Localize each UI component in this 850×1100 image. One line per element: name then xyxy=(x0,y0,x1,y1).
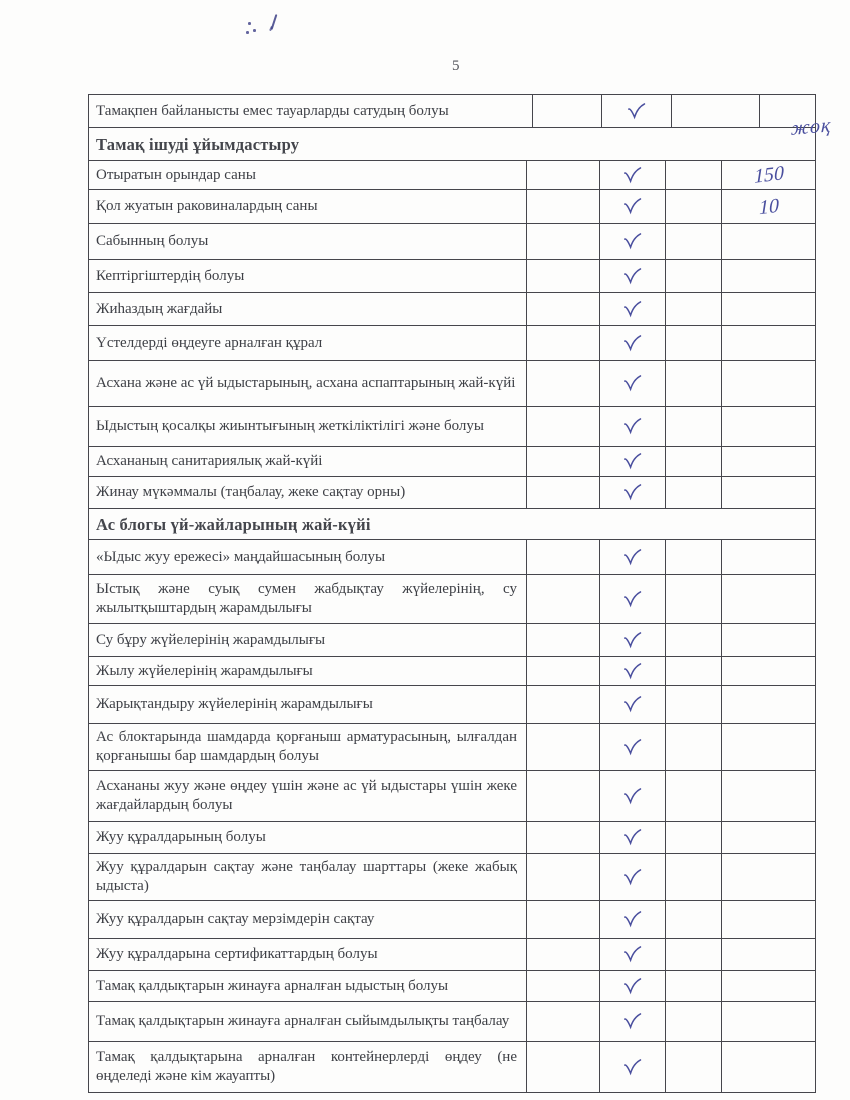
column-2-cell xyxy=(526,161,599,189)
checkmark-icon xyxy=(621,738,644,756)
criterion-label: Тамақ қалдықтарын жинауға арналған сыйымдылықты таңбалау xyxy=(96,1013,510,1030)
column-4-cell xyxy=(665,901,721,938)
criterion-label-cell xyxy=(89,724,526,770)
criterion-label-cell xyxy=(89,575,526,623)
table-row xyxy=(89,326,815,361)
criterion-label-cell xyxy=(89,477,526,508)
criterion-label-cell xyxy=(89,657,526,685)
criterion-label: Кептіргіштердің болуы xyxy=(96,267,245,284)
table-row xyxy=(89,724,815,771)
column-2-cell xyxy=(526,326,599,360)
criterion-label-cell xyxy=(89,447,526,476)
criterion-label-cell xyxy=(89,361,526,406)
checkmark-icon xyxy=(621,300,644,318)
column-4-cell xyxy=(665,190,721,223)
column-3-cell xyxy=(599,477,665,508)
page-number: 5 xyxy=(452,58,460,74)
column-4-cell xyxy=(665,260,721,292)
column-4-cell xyxy=(665,822,721,853)
handwritten-note: 150 xyxy=(753,162,784,188)
ink-dot xyxy=(253,29,256,32)
criterion-label: Тамақпен байланысты емес тауарларды сатудың болуы xyxy=(96,102,449,119)
column-3-cell xyxy=(599,224,665,259)
column-3-cell xyxy=(599,724,665,770)
column-5-cell xyxy=(721,1002,815,1041)
column-5-cell xyxy=(721,939,815,970)
table-row xyxy=(89,260,815,293)
column-5-cell xyxy=(721,901,815,938)
column-2-cell xyxy=(532,95,601,127)
column-5-cell xyxy=(721,293,815,325)
criterion-label: Қол жуатын раковиналардың саны xyxy=(96,198,318,215)
criterion-label-cell xyxy=(89,971,526,1001)
criterion-label: Жуу құралдарын сақтау мерзімдерін сақтау xyxy=(96,911,375,928)
column-5-cell xyxy=(721,657,815,685)
column-2-cell xyxy=(526,822,599,853)
checkmark-icon xyxy=(625,102,648,120)
criterion-label-cell xyxy=(89,822,526,853)
table-row xyxy=(89,293,815,326)
column-2-cell xyxy=(526,686,599,723)
criterion-label: Асхананы жуу және өңдеу үшін және ас үй ыдыстары үшін жеке жағдайлардың болуы xyxy=(96,778,517,813)
criterion-label-cell xyxy=(89,540,526,574)
column-2-cell xyxy=(526,447,599,476)
column-3-cell xyxy=(599,771,665,821)
column-3-cell xyxy=(599,326,665,360)
column-3-cell xyxy=(599,1002,665,1041)
column-2-cell xyxy=(526,657,599,685)
criterion-label: Жуу құралдарын сақтау және таңбалау шарттары (жеке жабық ыдыста) xyxy=(96,859,517,894)
column-4-cell xyxy=(665,447,721,476)
column-2-cell xyxy=(526,407,599,446)
column-2-cell xyxy=(526,361,599,406)
ink-dot xyxy=(246,31,249,34)
inspection-table xyxy=(88,94,832,1093)
criterion-label: Жуу құралдарының болуы xyxy=(96,829,266,846)
column-3-cell xyxy=(599,624,665,656)
checkmark-icon xyxy=(621,1012,644,1030)
criterion-label: Жарықтандыру жүйелерінің жарамдылығы xyxy=(96,696,373,713)
column-3-cell xyxy=(599,407,665,446)
section-title-cell xyxy=(89,509,815,539)
table-row xyxy=(89,161,815,190)
column-5-cell xyxy=(721,447,815,476)
column-3-cell xyxy=(599,657,665,685)
table-row xyxy=(89,540,815,575)
section-header-row xyxy=(89,509,815,540)
table-row xyxy=(89,971,815,1002)
column-3-cell xyxy=(599,361,665,406)
table-row xyxy=(89,1002,815,1042)
column-2-cell xyxy=(526,771,599,821)
column-2-cell xyxy=(526,190,599,223)
criterion-label-cell xyxy=(89,326,526,360)
column-4-cell xyxy=(665,477,721,508)
column-3-cell xyxy=(599,190,665,223)
criterion-label-cell xyxy=(89,771,526,821)
table-row xyxy=(89,822,815,854)
column-3-cell xyxy=(599,540,665,574)
column-4-cell xyxy=(665,724,721,770)
checkmark-icon xyxy=(621,868,644,886)
criterion-label-cell xyxy=(89,260,526,292)
column-2-cell xyxy=(526,477,599,508)
checkmark-icon xyxy=(621,787,644,805)
column-4-cell xyxy=(665,575,721,623)
criterion-label-cell xyxy=(89,1042,526,1092)
table-row xyxy=(89,190,815,224)
column-5-cell xyxy=(721,624,815,656)
column-5-cell xyxy=(721,361,815,406)
checkmark-icon xyxy=(621,828,644,846)
column-3-cell xyxy=(599,901,665,938)
column-5-cell xyxy=(721,326,815,360)
column-4-cell xyxy=(665,293,721,325)
column-5-cell xyxy=(721,771,815,821)
checkmark-icon xyxy=(621,452,644,470)
table-row xyxy=(89,854,815,901)
checkmark-icon xyxy=(621,1058,644,1076)
ink-dot xyxy=(248,22,251,25)
ink-smudge xyxy=(244,12,289,38)
table-row xyxy=(89,686,815,724)
table-row xyxy=(89,901,815,939)
criterion-label: Асхана және ас үй ыдыстарының, асхана аспаптарының жай-күйі xyxy=(96,375,516,392)
criterion-label: Жуу құралдарына сертификаттардың болуы xyxy=(96,946,378,963)
column-4-cell xyxy=(665,1002,721,1041)
column-3-cell xyxy=(599,293,665,325)
column-5-cell xyxy=(721,822,815,853)
column-5-cell xyxy=(721,477,815,508)
criterion-label-cell xyxy=(89,939,526,970)
column-3-cell xyxy=(599,686,665,723)
criterion-label: Ыстық және суық сумен жабдықтау жүйелерінің, су жылытқыштардың жарамдылығы xyxy=(96,581,517,616)
checkmark-icon xyxy=(621,590,644,608)
criterion-label-cell xyxy=(89,407,526,446)
handwritten-note: 10 xyxy=(758,194,779,219)
column-2-cell xyxy=(526,724,599,770)
criterion-label: Ыдыстың қосалқы жиынтығының жеткіліктілігі және болуы xyxy=(96,418,484,435)
criterion-label: «Ыдыс жуу ережесі» маңдайшасының болуы xyxy=(96,548,386,565)
checkmark-icon xyxy=(621,945,644,963)
table-row xyxy=(89,575,815,624)
table-row xyxy=(89,939,815,971)
checkmark-icon xyxy=(621,267,644,285)
section-title-cell xyxy=(89,128,815,160)
column-3-cell xyxy=(599,447,665,476)
criterion-label: Тамақ қалдықтарын жинауға арналған ыдыстың болуы xyxy=(96,977,449,994)
checkmark-icon xyxy=(621,334,644,352)
criterion-label-cell xyxy=(89,161,526,189)
checkmark-icon xyxy=(621,662,644,680)
column-3-cell xyxy=(601,95,671,127)
criterion-label: Сабынның болуы xyxy=(96,233,209,250)
criterion-label: Отыратын орындар саны xyxy=(96,166,256,183)
column-5-cell xyxy=(721,161,815,189)
column-4-cell xyxy=(665,854,721,900)
column-2-cell xyxy=(526,260,599,292)
column-5-cell xyxy=(759,95,832,140)
checkmark-icon xyxy=(621,977,644,995)
table-row xyxy=(89,1042,815,1092)
column-4-cell xyxy=(665,971,721,1001)
table-row xyxy=(89,477,815,509)
column-3-cell xyxy=(599,575,665,623)
column-2-cell xyxy=(526,1042,599,1092)
column-4-cell xyxy=(665,939,721,970)
column-3-cell xyxy=(599,1042,665,1092)
column-4-cell xyxy=(665,624,721,656)
column-4-cell xyxy=(665,326,721,360)
criterion-label-cell xyxy=(89,624,526,656)
column-3-cell xyxy=(599,822,665,853)
column-4-cell xyxy=(665,161,721,189)
section-title: Ас блогы үй-жайларының жай-күйі xyxy=(96,514,371,534)
column-3-cell xyxy=(599,161,665,189)
column-2-cell xyxy=(526,224,599,259)
table-row xyxy=(89,95,832,140)
column-3-cell xyxy=(599,854,665,900)
section-header-row xyxy=(89,128,815,161)
column-4-cell xyxy=(665,361,721,406)
criterion-label-cell xyxy=(89,224,526,259)
table-row xyxy=(89,224,815,260)
column-4-cell xyxy=(665,657,721,685)
column-4-cell xyxy=(665,1042,721,1092)
column-3-cell xyxy=(599,939,665,970)
column-2-cell xyxy=(526,540,599,574)
criterion-label: Жылу жүйелерінің жарамдылығы xyxy=(96,662,313,679)
checkmark-icon xyxy=(621,910,644,928)
checkmark-icon xyxy=(621,483,644,501)
table-row xyxy=(89,447,815,477)
checkmark-icon xyxy=(621,695,644,713)
criterion-label-cell xyxy=(89,190,526,223)
table-row xyxy=(89,624,815,657)
checkmark-icon xyxy=(621,374,644,392)
column-5-cell xyxy=(721,190,815,223)
column-5-cell xyxy=(721,1042,815,1092)
column-5-cell xyxy=(721,540,815,574)
criterion-label: Ас блоктарында шамдарда қорғаныш арматурасының, ылғалдан қорғанышы бар шамдардың болуы xyxy=(96,729,517,764)
criterion-label: Жинау мүкәммалы (таңбалау, жеке сақтау орны) xyxy=(96,484,406,501)
column-4-cell xyxy=(665,407,721,446)
table-row xyxy=(89,361,815,407)
checkmark-icon xyxy=(621,197,644,215)
column-4-cell xyxy=(665,686,721,723)
criterion-label-cell xyxy=(89,293,526,325)
column-4-cell xyxy=(671,95,759,127)
criterion-label-cell xyxy=(89,686,526,723)
criterion-label: Тамақ қалдықтарына арналған контейнерлерді өңдеу (не өңделеді және кім жауапты) xyxy=(96,1049,517,1084)
column-2-cell xyxy=(526,575,599,623)
checkmark-icon xyxy=(621,548,644,566)
table-row xyxy=(89,771,815,822)
criterion-label: Асхананың санитариялық жай-күйі xyxy=(96,453,323,470)
column-5-cell xyxy=(721,854,815,900)
column-3-cell xyxy=(599,971,665,1001)
column-2-cell xyxy=(526,293,599,325)
criterion-label: Үстелдерді өңдеуге арналған құрал xyxy=(96,334,323,351)
column-5-cell xyxy=(721,260,815,292)
column-2-cell xyxy=(526,854,599,900)
criterion-label-cell xyxy=(89,901,526,938)
column-5-cell xyxy=(721,724,815,770)
column-5-cell xyxy=(721,224,815,259)
column-5-cell xyxy=(721,575,815,623)
column-5-cell xyxy=(721,686,815,723)
column-2-cell xyxy=(526,971,599,1001)
criterion-label-cell xyxy=(89,95,532,127)
column-2-cell xyxy=(526,1002,599,1041)
column-2-cell xyxy=(526,901,599,938)
criterion-label-cell xyxy=(89,1002,526,1041)
column-2-cell xyxy=(526,939,599,970)
column-3-cell xyxy=(599,260,665,292)
checkmark-icon xyxy=(621,166,644,184)
criterion-label: Су бұру жүйелерінің жарамдылығы xyxy=(96,631,326,648)
table-row xyxy=(89,407,815,447)
column-4-cell xyxy=(665,540,721,574)
criterion-label: Жиһаздың жағдайы xyxy=(96,300,223,317)
section-title: Тамақ ішуді ұйымдастыру xyxy=(96,134,300,154)
criterion-label-cell xyxy=(89,854,526,900)
column-5-cell xyxy=(721,971,815,1001)
checkmark-icon xyxy=(621,232,644,250)
handwritten-note: жоқ xyxy=(790,114,832,140)
checkmark-icon xyxy=(621,417,644,435)
column-4-cell xyxy=(665,224,721,259)
table-row xyxy=(89,657,815,686)
column-4-cell xyxy=(665,771,721,821)
checkmark-icon xyxy=(621,631,644,649)
column-2-cell xyxy=(526,624,599,656)
column-5-cell xyxy=(721,407,815,446)
